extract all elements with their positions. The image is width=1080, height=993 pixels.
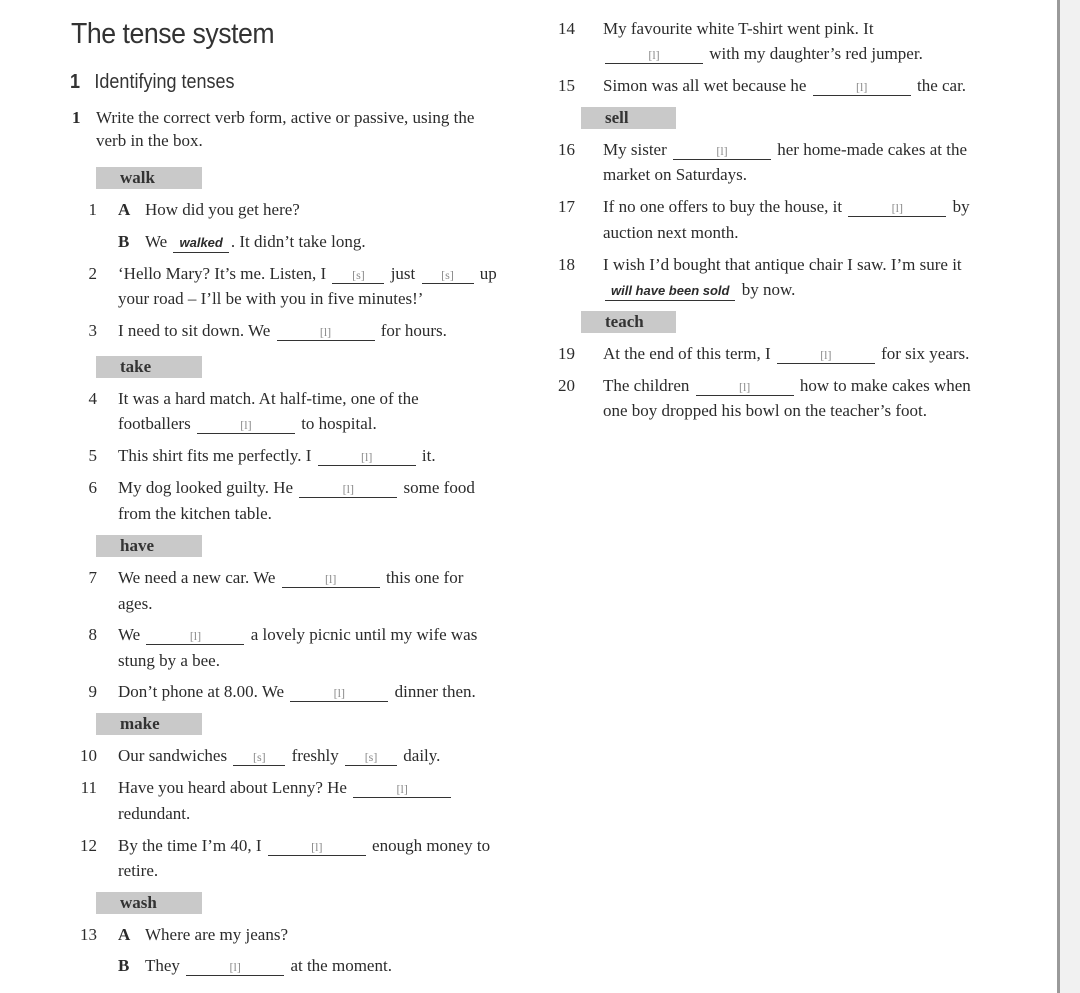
item-number: 12 <box>80 836 97 855</box>
item-line-text <box>118 778 453 797</box>
answer-blank[interactable] <box>848 198 946 217</box>
item-line <box>118 446 436 466</box>
item-text: Don’t phone at 8.00. We <box>118 682 289 701</box>
item-text: I wish I’d bought that antique chair I saw. I’m sure it <box>603 255 962 274</box>
blank-marker: [l] <box>325 572 337 586</box>
item-line <box>118 861 158 881</box>
answer-blank[interactable] <box>290 683 388 702</box>
item-text: to hospital. <box>296 414 377 433</box>
item-text: redundant. <box>118 804 191 823</box>
item-line <box>603 19 874 39</box>
answer-blank[interactable] <box>277 322 375 341</box>
item-number: 4 <box>88 389 97 408</box>
item-line <box>118 568 463 588</box>
item-line <box>118 594 152 614</box>
item-number: 5 <box>88 446 97 465</box>
item-text: The children <box>603 376 694 395</box>
item-line-text <box>118 804 190 823</box>
item-text: dinner then. <box>390 682 476 701</box>
item-number: 18 <box>558 255 575 274</box>
item-line <box>118 836 490 856</box>
item-number: 9 <box>88 682 97 701</box>
answer-blank[interactable] <box>197 415 295 434</box>
item-text: for hours. <box>376 321 447 340</box>
item-line <box>603 197 970 217</box>
item-line <box>603 401 927 421</box>
item-line <box>118 200 300 220</box>
item-text: up <box>475 264 497 283</box>
item-text: with my daughter’s red jumper. <box>705 44 923 63</box>
item-line-text <box>118 861 158 880</box>
verb-box: make <box>96 713 202 735</box>
item-line-text <box>603 44 923 63</box>
item-text: for six years. <box>876 344 970 363</box>
item-text: We <box>118 625 145 644</box>
item-text: stung by a bee. <box>118 651 220 670</box>
item-number: 20 <box>558 376 575 395</box>
item-text: it. <box>417 446 436 465</box>
answer-filled[interactable]: walked <box>173 234 228 253</box>
item-text: It was a hard match. At half-time, one of the <box>118 389 419 408</box>
page-gutter <box>1060 0 1080 993</box>
item-line <box>118 746 440 766</box>
item-line <box>118 956 392 976</box>
item-number: 1 <box>88 200 97 219</box>
answer-blank[interactable] <box>146 626 244 645</box>
item-text: By the time I’m 40, I <box>118 836 266 855</box>
item-number: 8 <box>88 625 97 644</box>
answer-blank[interactable] <box>813 77 911 96</box>
item-text: from the kitchen table. <box>118 504 272 523</box>
item-line-text <box>145 925 288 944</box>
blank-marker: [l] <box>360 450 373 464</box>
item-line <box>118 682 476 702</box>
item-line-text <box>118 746 440 765</box>
item-line-text <box>118 651 220 670</box>
page-title: The tense system <box>71 18 275 50</box>
item-line <box>118 414 377 434</box>
item-text: by now. <box>737 280 796 299</box>
item-line <box>603 76 966 96</box>
item-line <box>118 289 423 309</box>
item-text: We <box>145 232 172 251</box>
item-line-text <box>118 389 419 408</box>
speaker-label: A <box>118 200 131 219</box>
blank-marker: [l] <box>891 201 903 215</box>
item-line-text <box>118 594 152 613</box>
verb-box: wash <box>96 892 202 914</box>
item-text: your road – I’ll be with you in five minutes!’ <box>118 289 424 308</box>
item-line-text <box>603 280 795 299</box>
blank-marker: [l] <box>311 840 323 854</box>
item-line-text <box>603 255 962 274</box>
item-text: Have you heard about Lenny? He <box>118 778 352 797</box>
item-number: 14 <box>558 19 575 38</box>
item-line-text <box>118 568 463 587</box>
item-text: At the end of this term, I <box>603 344 775 363</box>
item-line <box>118 651 220 671</box>
item-line-text <box>603 401 927 420</box>
item-line-text <box>603 344 969 363</box>
item-text: . It didn’t take long. <box>230 232 366 251</box>
item-line-text <box>118 836 490 855</box>
item-line <box>118 804 190 824</box>
item-text: My dog looked guilty. He <box>118 478 298 497</box>
item-line-text <box>145 200 300 219</box>
item-number: 19 <box>558 344 575 363</box>
item-text: footballers <box>118 414 195 433</box>
answer-blank[interactable] <box>332 265 384 284</box>
item-text: This shirt fits me perfectly. I <box>118 446 316 465</box>
blank-marker: [l] <box>820 348 832 362</box>
item-text: They <box>145 956 185 975</box>
instruction-line: verb in the box. <box>96 131 203 150</box>
item-number: 11 <box>80 778 97 797</box>
item-number: 2 <box>88 264 97 283</box>
answer-blank[interactable] <box>696 377 794 396</box>
item-line-text <box>118 682 476 701</box>
blank-marker: [s] <box>441 268 454 282</box>
item-text: ‘Hello Mary? It’s me. Listen, I <box>118 264 331 283</box>
item-text: market on Saturdays. <box>603 165 747 184</box>
item-line <box>118 504 272 524</box>
item-line <box>118 389 419 409</box>
item-line-text <box>145 232 366 251</box>
blank-marker: [l] <box>333 686 345 700</box>
item-line-text <box>603 76 966 95</box>
item-number: 16 <box>558 140 575 159</box>
answer-blank[interactable] <box>268 837 366 856</box>
item-text: a lovely picnic until my wife was <box>246 625 478 644</box>
item-text: one boy dropped his bowl on the teacher’s foot. <box>603 401 928 420</box>
answer-blank[interactable] <box>345 747 397 766</box>
page-edge <box>1057 0 1060 993</box>
item-number: 3 <box>88 321 97 340</box>
verb-box: take <box>96 356 202 378</box>
item-text: freshly <box>287 746 344 765</box>
item-text: this one for <box>381 568 464 587</box>
item-text: the car. <box>912 76 967 95</box>
blank-marker: [l] <box>319 325 332 339</box>
item-text: If no one offers to buy the house, it <box>603 197 847 216</box>
item-line <box>118 925 288 945</box>
item-text: auction next month. <box>603 223 739 242</box>
blank-marker: [l] <box>856 80 868 94</box>
item-number: 7 <box>88 568 97 587</box>
item-line <box>603 280 795 301</box>
item-text: How did you get here? <box>145 200 300 219</box>
item-number: 10 <box>80 746 97 765</box>
item-line-text <box>118 478 475 497</box>
item-line-text <box>118 321 447 340</box>
answer-blank[interactable] <box>422 265 474 284</box>
item-text: ages. <box>118 594 153 613</box>
item-text: We need a new car. We <box>118 568 280 587</box>
speaker-label: A <box>118 925 131 944</box>
item-text: Where are my jeans? <box>145 925 288 944</box>
blank-marker: [l] <box>229 960 241 974</box>
item-text: her home-made cakes at the <box>773 140 967 159</box>
answer-blank[interactable] <box>318 447 416 466</box>
item-line <box>603 376 971 396</box>
blank-marker: [l] <box>648 48 660 62</box>
item-number: 15 <box>558 76 575 95</box>
answer-blank[interactable] <box>299 479 397 498</box>
verb-box: sell <box>581 107 676 129</box>
item-line-text <box>118 504 272 523</box>
item-line-text <box>603 165 747 184</box>
item-line <box>118 232 366 253</box>
item-text: enough money to <box>367 836 491 855</box>
item-line-text <box>603 140 967 159</box>
item-line <box>603 140 967 160</box>
item-line <box>118 625 477 645</box>
section-heading <box>70 71 235 94</box>
item-line <box>603 255 962 275</box>
verb-box: teach <box>581 311 676 333</box>
item-line-text <box>118 414 377 433</box>
item-text: My favourite white T-shirt went pink. It <box>603 19 874 38</box>
item-line <box>118 478 475 498</box>
verb-box: have <box>96 535 202 557</box>
item-text: just <box>386 264 420 283</box>
item-line-text <box>603 19 874 38</box>
instruction-line: Write the correct verb form, active or passive, using the <box>96 108 475 127</box>
item-text: how to make cakes when <box>795 376 971 395</box>
blank-marker: [s] <box>364 750 378 764</box>
answer-blank[interactable] <box>282 569 380 588</box>
item-line <box>603 165 747 185</box>
item-line <box>118 321 447 341</box>
item-line-text <box>118 264 497 283</box>
item-line-text <box>118 289 423 308</box>
item-text: I need to sit down. We <box>118 321 275 340</box>
item-line <box>603 344 969 364</box>
blank-marker: [s] <box>352 268 365 282</box>
item-line-text <box>603 197 970 216</box>
blank-marker: [l] <box>240 418 252 432</box>
answer-blank[interactable] <box>233 747 285 766</box>
item-line <box>603 223 739 243</box>
item-text: My sister <box>603 140 671 159</box>
verb-box: walk <box>96 167 202 189</box>
answer-filled[interactable]: will have been sold <box>605 282 735 301</box>
item-line-text <box>118 625 477 644</box>
item-number: 6 <box>88 478 97 497</box>
item-text: Simon was all wet because he <box>603 76 811 95</box>
item-number: 17 <box>558 197 575 216</box>
item-line-text <box>603 223 739 242</box>
answer-blank[interactable] <box>605 45 703 64</box>
item-text: daily. <box>399 746 441 765</box>
answer-blank[interactable] <box>777 345 875 364</box>
item-line <box>118 778 453 798</box>
blank-marker: [l] <box>716 144 728 158</box>
item-text: some food <box>399 478 475 497</box>
speaker-label: B <box>118 232 130 251</box>
speaker-label: B <box>118 956 130 975</box>
blank-marker: [l] <box>738 380 751 394</box>
answer-blank[interactable] <box>673 141 771 160</box>
blank-marker: [l] <box>189 629 202 643</box>
item-line-text <box>118 446 436 465</box>
item-line <box>603 44 923 64</box>
item-line-text <box>603 376 971 395</box>
item-text: Our sandwiches <box>118 746 232 765</box>
item-text: at the moment. <box>286 956 392 975</box>
item-text: retire. <box>118 861 159 880</box>
exercise-number: 1 <box>72 108 81 127</box>
blank-marker: [s] <box>252 750 266 764</box>
blank-marker: [l] <box>396 782 408 796</box>
answer-blank[interactable] <box>353 779 451 798</box>
item-text: by <box>948 197 970 216</box>
blank-marker: [l] <box>342 482 354 496</box>
section-number: 1 <box>70 71 81 93</box>
section-label: Identifying tenses <box>94 71 235 93</box>
answer-blank[interactable] <box>186 957 284 976</box>
item-line-text <box>145 956 392 975</box>
item-line <box>118 264 497 284</box>
item-number: 13 <box>80 925 97 944</box>
